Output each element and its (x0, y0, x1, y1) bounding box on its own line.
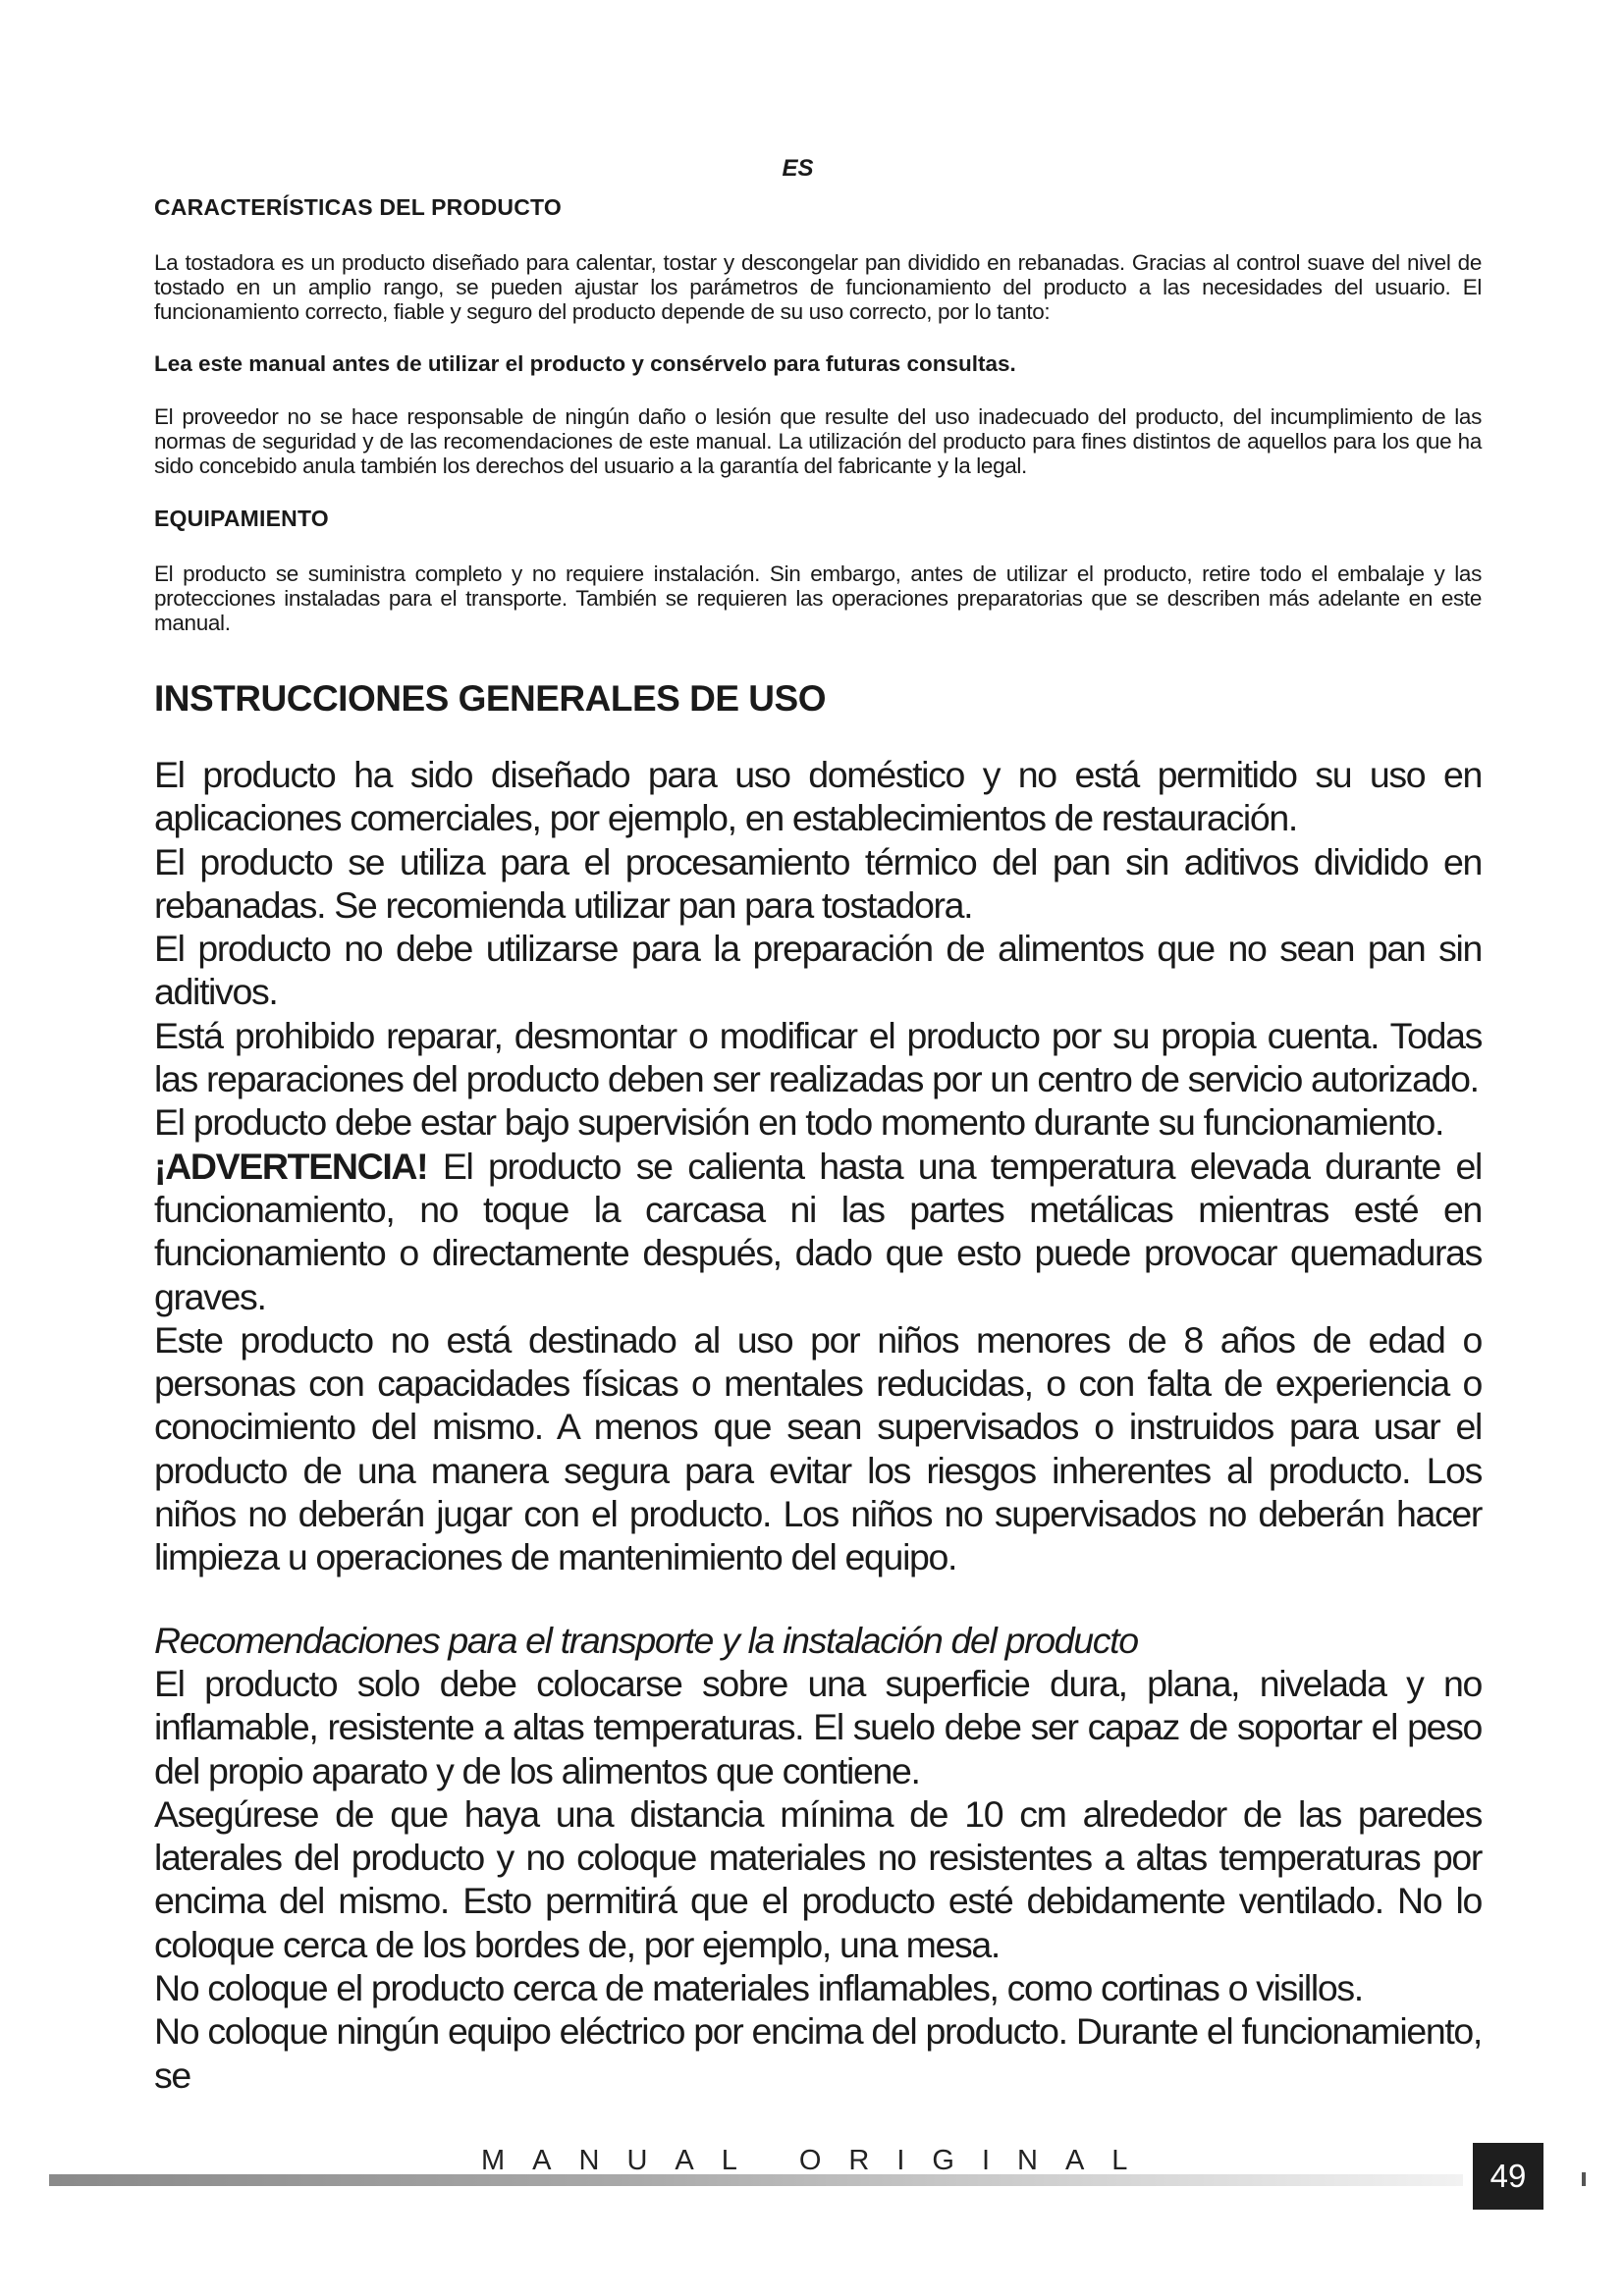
liability-paragraph: El proveedor no se hace responsable de ningún daño o lesión que resulte del uso inadecuado del producto, del incumplimiento de las normas de seguridad y de las recomendaciones de este manual. La utilización del producto para fines distintos de aquellos para los que ha sido concebido anula también los derechos del usuario a la garantía del fabricante y la legal. (154, 404, 1482, 478)
characteristics-heading: CARACTERÍSTICAS DEL PRODUCTO (154, 194, 562, 220)
general-paragraph-6: Este producto no está destinado al uso por niños menores de 8 años de edad o personas con capacidades físicas o mentales reducidas, o con falta de experiencia o conocimiento del mismo. A menos que sean supervisados o instruidos para usar el producto de una manera segura para evitar los riesgos inherentes al producto. Los niños no deberán jugar con el producto. Los niños no supervisados no deberán hacer limpieza u operaciones de mantenimiento del equipo. (154, 1318, 1482, 1578)
general-paragraph-5: El producto debe estar bajo supervisión en todo momento durante su funcionamiento. (154, 1101, 1444, 1144)
page-edge-mark (1582, 2172, 1586, 2186)
general-paragraph-2: El producto se utiliza para el procesamiento térmico del pan sin aditivos dividido en rebanadas. Se recomienda utilizar pan para tostadora. (154, 840, 1482, 926)
transport-paragraph-3: No coloque el producto cerca de materiales inflamables, como cortinas o visillos. (154, 1967, 1363, 2009)
page-number: 49 (1473, 2143, 1543, 2210)
transport-paragraph-4: No coloque ningún equipo eléctrico por encima del producto. Durante el funcionamiento, se (154, 2010, 1482, 2096)
warning-text: El producto se calienta hasta una temperatura elevada durante el funcionamiento, no toque la carcasa ni las partes metálicas mientras esté en funcionamiento o directamente después, dado que esto puede provocar quemaduras graves. (154, 1145, 1482, 1317)
equipment-heading: EQUIPAMIENTO (154, 506, 329, 531)
transport-heading: Recomendaciones para el transporte y la instalación del producto (154, 1619, 1138, 1661)
read-manual-note: Lea este manual antes de utilizar el producto y consérvelo para futuras consultas. (154, 351, 1016, 376)
warning-label: ¡ADVERTENCIA! (154, 1145, 428, 1187)
language-tag: ES (782, 155, 814, 182)
warning-paragraph (154, 1145, 1482, 1318)
equipment-paragraph: El producto se suministra completo y no requiere instalación. Sin embargo, antes de utilizar el producto, retire todo el embalaje y las protecciones instaladas para el transporte. También se requieren las operaciones preparatorias que se describen más adelante en este manual. (154, 561, 1482, 635)
page-content (154, 194, 1482, 2097)
transport-paragraph-1: El producto solo debe colocarse sobre una superficie dura, plana, nivelada y no inflamable, resistente a altas temperaturas. El suelo debe ser capaz de soportar el peso del propio aparato y de los alimentos que contiene. (154, 1662, 1482, 1791)
general-paragraph-1: El producto ha sido diseñado para uso doméstico y no está permitido su uso en aplicaciones comerciales, por ejemplo, en establecimientos de restauración. (154, 754, 1482, 839)
transport-paragraph-2: Asegúrese de que haya una distancia mínima de 10 cm alrededor de las paredes laterales del producto y no coloque materiales no resistentes a altas temperaturas por encima del mismo. Esto permitirá que el producto esté debidamente ventilado. No lo coloque cerca de los bordes de, por ejemplo, una mesa. (154, 1792, 1482, 1965)
characteristics-paragraph: La tostadora es un producto diseñado para calentar, tostar y descongelar pan dividido en rebanadas. Gracias al control suave del nivel de tostado en un amplio rango, se pueden ajustar los parámetros de funcionamiento del producto a las necesidades del usuario. El funcionamiento correcto, fiable y seguro del producto depende de su uso correcto, por lo tanto: (154, 250, 1482, 324)
footer-manual-label: MANUAL ORIGINAL (481, 2145, 1156, 2176)
general-paragraph-3: El producto no debe utilizarse para la preparación de alimentos que no sean pan sin aditivos. (154, 928, 1482, 1013)
general-paragraph-4: Está prohibido reparar, desmontar o modificar el producto por su propia cuenta. Todas las reparaciones del producto deben ser realizadas por un centro de servicio autorizado. (154, 1014, 1482, 1100)
general-instructions-title: INSTRUCCIONES GENERALES DE USO (154, 678, 826, 719)
